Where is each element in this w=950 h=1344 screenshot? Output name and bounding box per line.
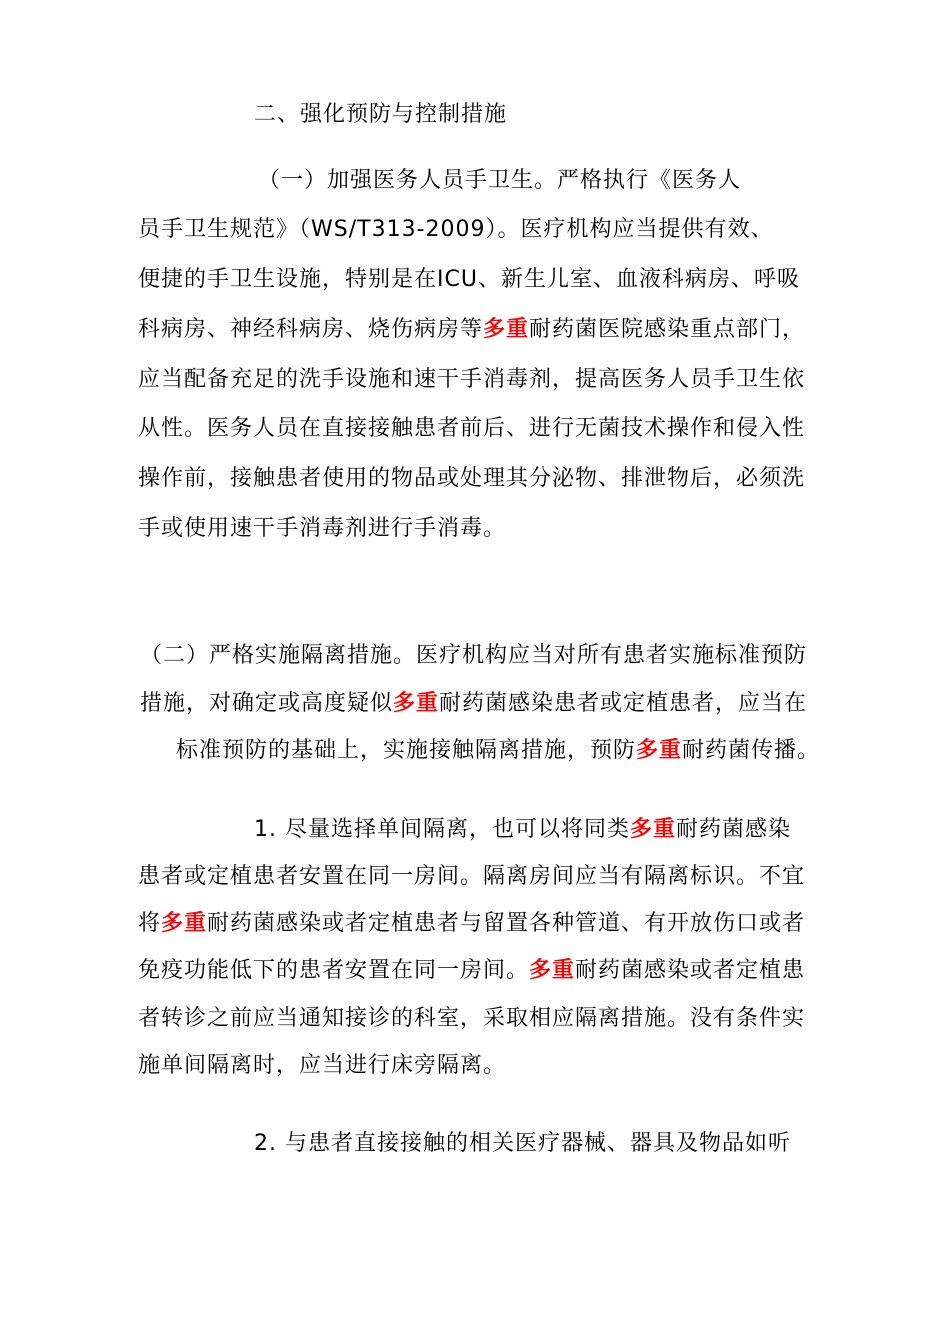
text-segment: （一）加强医务人员手卫生。严格执行《医务人: [258, 168, 742, 193]
paragraph-line: [138, 1051, 506, 1081]
text-segment: 操作前，接触患者使用的物品或处理其分泌物、排泄物后，必须洗: [138, 466, 806, 491]
section-heading: [254, 100, 507, 130]
paragraph-line: [138, 265, 800, 295]
paragraph-line: [138, 315, 805, 345]
text-segment: 施单间隔离时，应当进行床旁隔离。: [138, 1053, 507, 1078]
text-segment: 便捷的手卫生设施，特别是在ICU、新生儿室、血液科病房、呼吸: [138, 267, 800, 292]
text-segment: （二）严格实施隔离措施。医疗机构应当对所有患者实施标准预防: [140, 643, 808, 668]
text-segment: 耐药菌传播。: [682, 738, 821, 763]
paragraph-line: [138, 464, 805, 494]
text-segment: 将: [138, 911, 162, 936]
highlighted-term: 多重: [483, 317, 530, 342]
paragraph-line: [138, 862, 805, 892]
paragraph-line: [258, 166, 741, 196]
text-segment: 1. 尽量选择单间隔离，也可以将同类: [254, 817, 630, 842]
paragraph-line: [176, 736, 820, 766]
paragraph-line: [138, 215, 774, 245]
text-segment: 者转诊之前应当通知接诊的科室，采取相应隔离措施。没有条件实: [138, 1006, 806, 1031]
highlighted-term: 多重: [393, 691, 440, 716]
text-segment: 措施，对确定或高度疑似: [140, 691, 394, 716]
text-segment: 耐药菌感染或者定植患: [575, 958, 806, 983]
paragraph-line: [140, 641, 807, 671]
paragraph-line: [138, 514, 506, 544]
text-segment: 二、强化预防与控制措施: [254, 102, 508, 127]
highlighted-term: 多重: [161, 911, 208, 936]
text-segment: 手或使用速干手消毒剂进行手消毒。: [138, 516, 507, 541]
list-item-line: [254, 1129, 791, 1159]
text-segment: 员手卫生规范》（WS/T313-2009）。医疗机构应当提供有效、: [138, 217, 774, 242]
highlighted-term: 多重: [529, 958, 576, 983]
text-segment: 标准预防的基础上，实施接触隔离措施，预防: [176, 738, 637, 763]
paragraph-line: [138, 909, 805, 939]
text-segment: 免疫功能低下的患者安置在同一房间。: [138, 958, 530, 983]
paragraph-line: [138, 365, 805, 395]
paragraph-line: [140, 689, 807, 719]
highlighted-term: 多重: [636, 738, 683, 763]
text-segment: 应当配备充足的洗手设施和速干手消毒剂，提高医务人员手卫生依: [138, 367, 806, 392]
text-segment: 耐药菌感染或者定植患者与留置各种管道、有开放伤口或者: [207, 911, 806, 936]
text-segment: 科病房、神经科病房、烧伤病房等: [138, 317, 484, 342]
text-segment: 耐药菌感染患者或定植患者，应当在: [439, 691, 808, 716]
text-segment: 耐药菌医院感染重点部门，: [529, 317, 806, 342]
highlighted-term: 多重: [630, 817, 677, 842]
text-segment: 耐药菌感染: [676, 817, 792, 842]
paragraph-line: [138, 1004, 805, 1034]
paragraph-line: [138, 414, 805, 444]
text-segment: 从性。医务人员在直接接触患者前后、进行无菌技术操作和侵入性: [138, 416, 806, 441]
text-segment: 2. 与患者直接接触的相关医疗器械、器具及物品如听: [254, 1131, 791, 1156]
paragraph-line: [138, 956, 805, 986]
text-segment: 患者或定植患者安置在同一房间。隔离房间应当有隔离标识。不宜: [138, 864, 806, 889]
list-item-line: [254, 815, 791, 845]
